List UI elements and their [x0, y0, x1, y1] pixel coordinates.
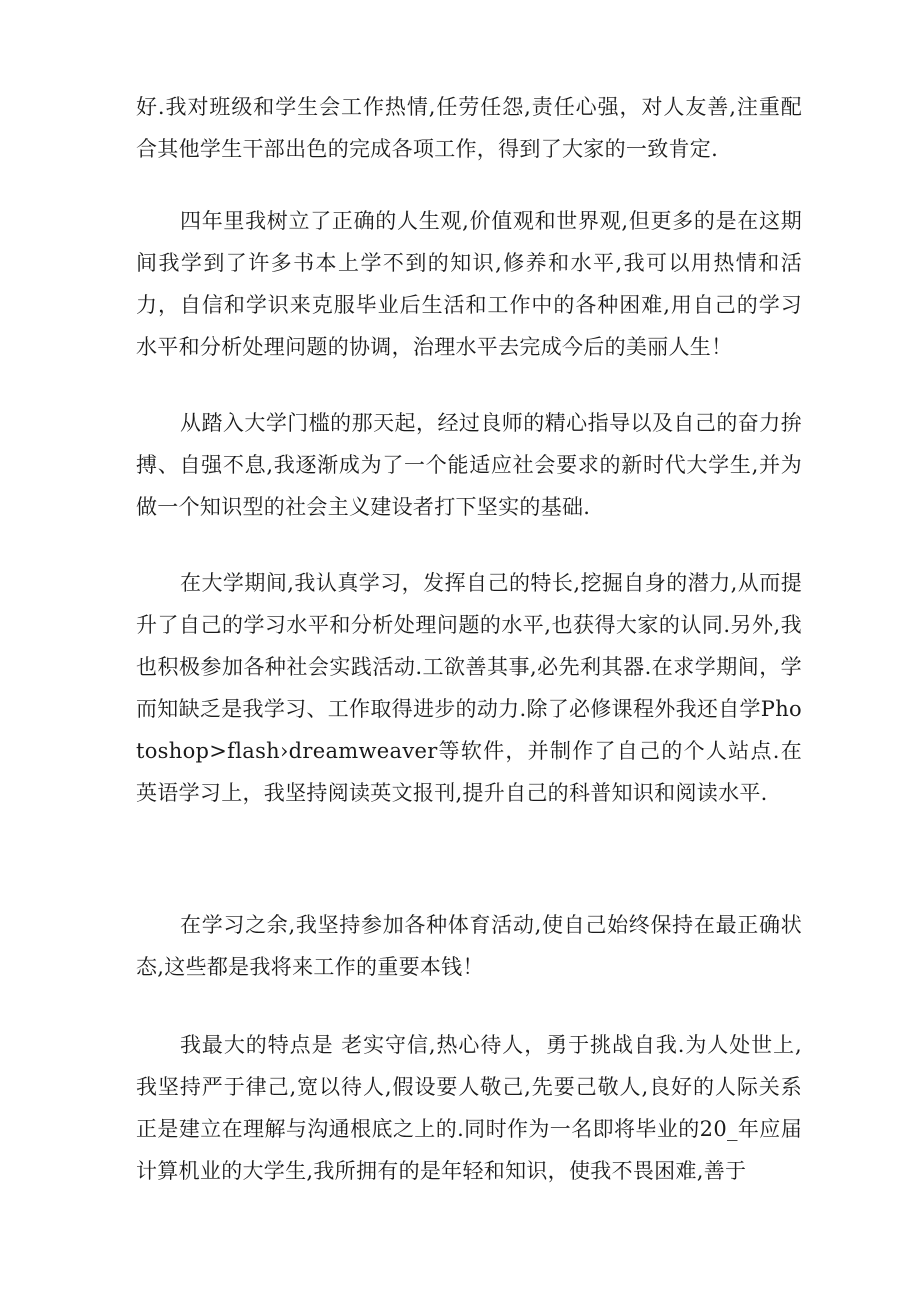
- paragraph-1: 好.我对班级和学生会工作热情,任劳任怨,责任心强，对人友善,注重配合其他学生干部出色的完成各项工作，得到了大家的一致肯定.: [136, 95, 802, 161]
- paragraph-2: 四年里我树立了正确的人生观,价值观和世界观,但更多的是在这期间我学到了许多书本上学不到的知识,修养和水平,我可以用热情和活力，自信和学识来克服毕业后生活和工作中的各种困难,用自己的学习水平和分析处理问题的协调，治理水平去完成今后的美丽人生！: [136, 209, 802, 359]
- paragraph-4: 在大学期间,我认真学习，发挥自己的特长,挖掘自身的潜力,从而提升了自己的学习水平和分析处理问题的水平,也获得大家的认同.另外,我也积极参加各种社会实践活动.工欲善其事,必先利其器.在求学期间，学而知缺乏是我学习、工作取得进步的动力.除了必修课程外我还自学Photoshop>flash›dreamweaver等软件，并制作了自己的个人站点.在英语学习上，我坚持阅读英文报刊,提升自己的科普知识和阅读水平.: [136, 571, 802, 805]
- paragraph-3: 从踏入大学门槛的那天起，经过良师的精心指导以及自己的奋力拚搏、自强不息,我逐渐成为了一个能适应社会要求的新时代大学生,并为做一个知识型的社会主义建设者打下坚实的基础.: [136, 411, 802, 519]
- paragraph-6: 我最大的特点是 老实守信,热心待人，勇于挑战自我.为人处世上,我坚持严于律己,宽以待人,假设要人敬己,先要己敬人,良好的人际关系正是建立在理解与沟通根底之上的.同时作为一名即将毕业的20_年应届计算机业的大学生,我所拥有的是年轻和知识，使我不畏困难,善于: [136, 1033, 802, 1183]
- paragraph-5: 在学习之余,我坚持参加各种体育活动,使自己始终保持在最正确状态,这些都是我将来工作的重要本钱！: [136, 913, 802, 979]
